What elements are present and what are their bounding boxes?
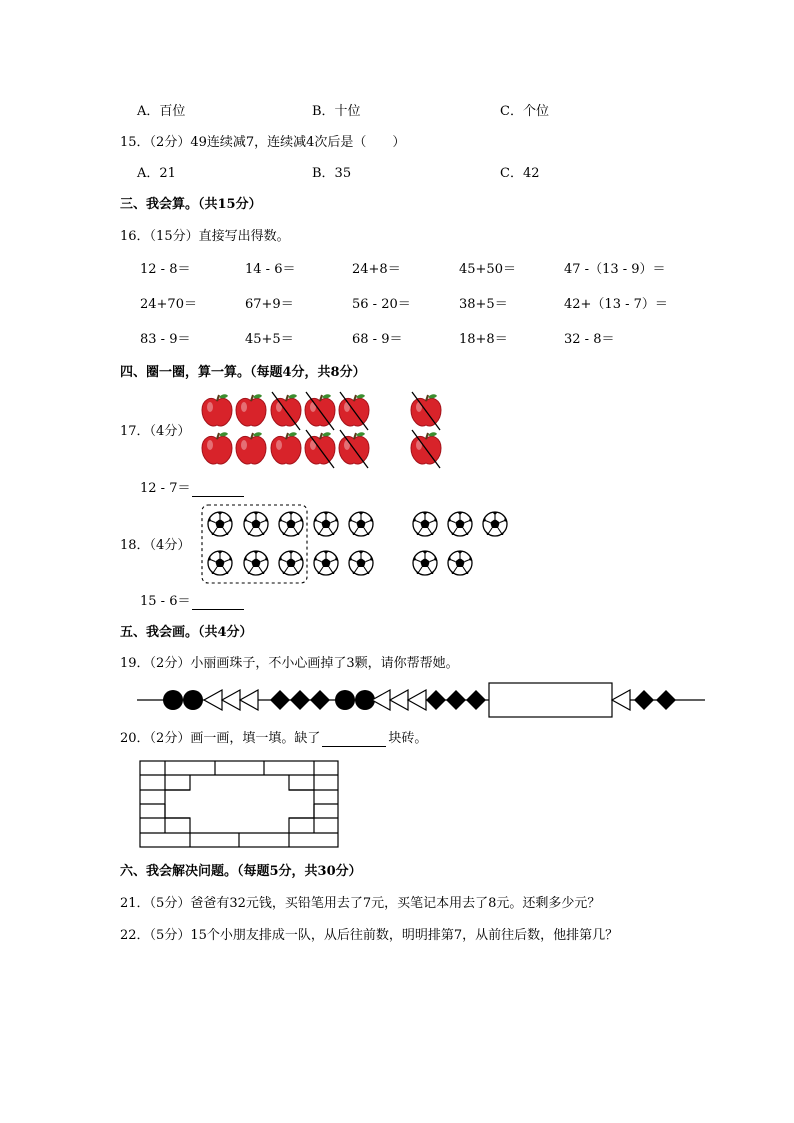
q15-option-a: A．21	[137, 166, 176, 181]
q16-r2-c3: 56 - 20＝	[352, 297, 411, 312]
section-3-title: 三、我会算。（共15分）	[120, 197, 262, 212]
q14-option-c: C．个位	[500, 104, 549, 119]
q15-stem: 15．（2分）49连续减7，连续减4次后是（ ）	[120, 135, 406, 150]
section-6-title: 六、我会解决问题。（每题5分，共30分）	[120, 864, 362, 879]
q16-r2-c2: 67+9＝	[245, 297, 294, 312]
q17-equation: 12 - 7＝	[140, 481, 244, 497]
q17-label: 17．（4分）	[120, 424, 191, 439]
q22-stem: 22．（5分）15个小朋友排成一队，从后往前数，明明排第7，从前往后数，他排第几？	[120, 928, 619, 943]
q21-stem: 21．（5分）爸爸有32元钱，买铅笔用去了7元，买笔记本用去了8元。还剩多少元？	[120, 896, 601, 911]
q18-label: 18．（4分）	[120, 538, 191, 553]
q16-r1-c1: 12 - 8＝	[140, 262, 191, 277]
q16-r1-c2: 14 - 6＝	[245, 262, 296, 277]
q16-r3-c5: 32 - 8＝	[564, 332, 615, 347]
q15-option-c: C．42	[500, 166, 540, 181]
q18-equation: 15 - 6＝	[140, 594, 244, 610]
section-5-title: 五、我会画。（共4分）	[120, 625, 253, 640]
q16-r3-c1: 83 - 9＝	[140, 332, 191, 347]
q14-option-b: B．十位	[312, 104, 361, 119]
q16-r2-c4: 38+5＝	[459, 297, 508, 312]
q16-r1-c4: 45+50＝	[459, 262, 516, 277]
q20-stem: 20．（2分）画一画，填一填。缺了 块砖。	[120, 731, 428, 746]
q16-r1-c3: 24+8＝	[352, 262, 401, 277]
q19-stem: 19．（2分）小丽画珠子，不小心画掉了3颗，请你帮帮她。	[120, 656, 459, 671]
q16-stem: 16．（15分）直接写出得数。	[120, 229, 290, 244]
q16-r2-c1: 24+70＝	[140, 297, 197, 312]
q15-option-b: B．35	[312, 166, 352, 181]
q16-r1-c5: 47 -（13 - 9）＝	[564, 262, 666, 277]
section-4-title: 四、圈一圈，算一算。（每题4分，共8分）	[120, 365, 366, 380]
q16-r3-c2: 45+5＝	[245, 332, 294, 347]
q16-r3-c3: 68 - 9＝	[352, 332, 403, 347]
q14-option-a: A．百位	[137, 104, 186, 119]
q16-r2-c5: 42+（13 - 7）＝	[564, 297, 668, 312]
q16-r3-c4: 18+8＝	[459, 332, 508, 347]
